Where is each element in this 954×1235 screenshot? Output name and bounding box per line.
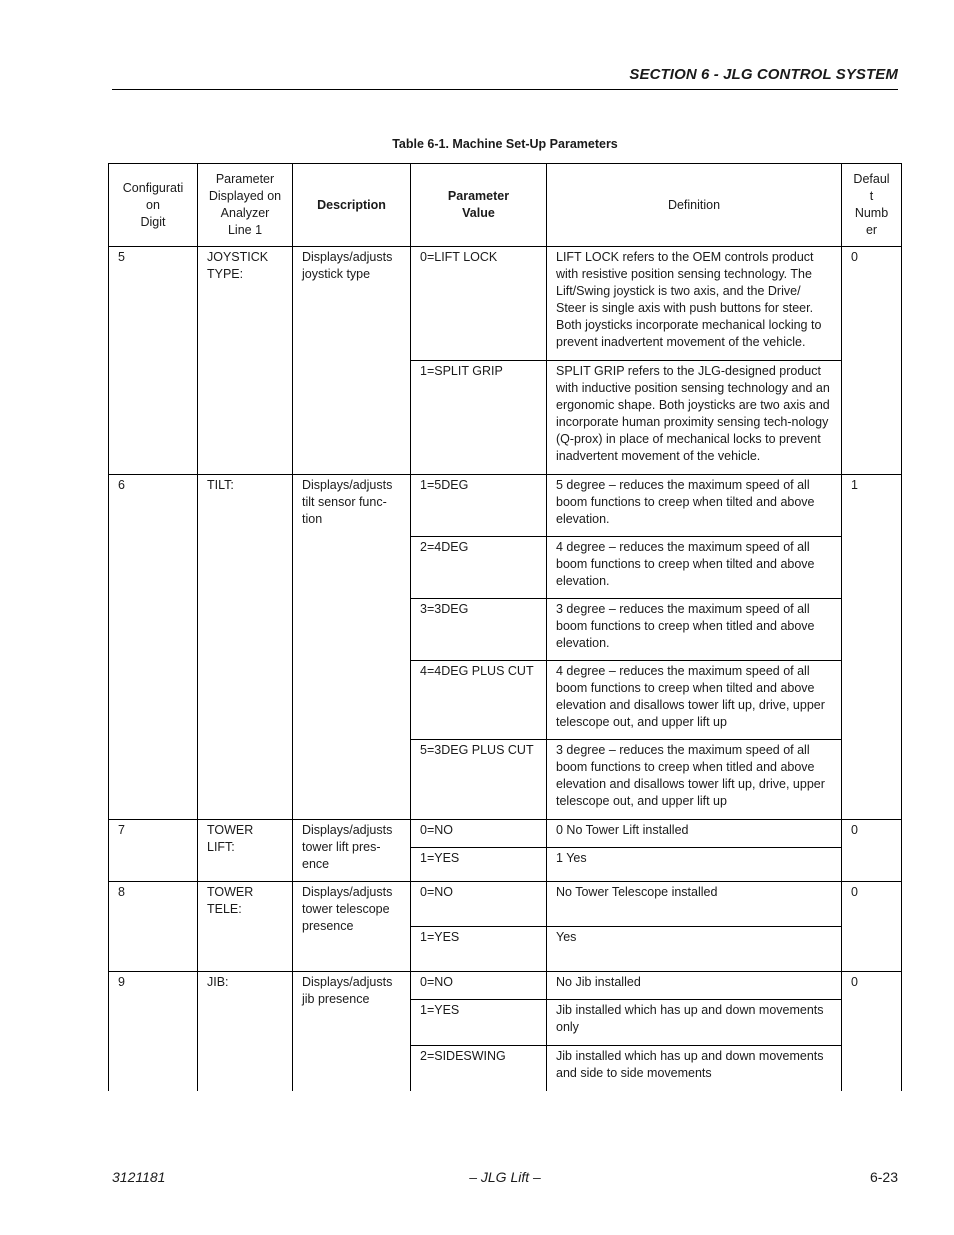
definition-cell: 4 degree – reduces the maximum speed of all boom functions to creep when tilted and above elevation. [547,537,842,599]
default-number-cell: 1 [842,475,902,820]
parameter-value-cell: 0=NO [411,972,547,1000]
parameter-name-cell: TILT: [198,475,293,820]
parameter-value-cell: 0=LIFT LOCK [411,247,547,361]
definition-cell: No Tower Telescope installed [547,882,842,927]
parameter-value-cell: 4=4DEG PLUS CUT [411,661,547,740]
parameter-value-cell: 1=YES [411,1000,547,1046]
table-body [109,247,902,1091]
col-header-parameter-displayed: Parameter Displayed on Analyzer Line 1 [198,164,293,247]
parameter-value-cell: 1=YES [411,848,547,882]
machine-setup-table [108,163,902,1091]
parameter-value-cell: 2=4DEG [411,537,547,599]
definition-cell: 0 No Tower Lift installed [547,820,842,848]
parameter-value-cell: 3=3DEG [411,599,547,661]
footer-page-number: 6-23 [869,1169,898,1185]
config-digit-cell: 9 [109,972,198,1091]
parameter-name-cell: TOWER LIFT: [198,820,293,882]
parameter-name-cell: JOYSTICK TYPE: [198,247,293,475]
parameter-name-cell: JIB: [198,972,293,1091]
description-cell: Displays/adjusts tower telescope presence [293,882,411,972]
parameter-value-cell: 1=5DEG [411,475,547,537]
table-row [109,972,902,1000]
definition-cell: No Jib installed [547,972,842,1000]
table-title: Table 6-1. Machine Set-Up Parameters [392,137,618,151]
definition-cell: 5 degree – reduces the maximum speed of all boom functions to creep when tilted and above elevation. [547,475,842,537]
col-header-parameter-value: Parameter Value [411,164,547,247]
parameter-value-cell: 0=NO [411,820,547,848]
description-cell: Displays/adjusts tower lift pres- ence [293,820,411,882]
config-digit-cell: 5 [109,247,198,475]
header-rule [112,89,898,90]
parameter-value-cell: 2=SIDESWING [411,1046,547,1091]
footer-center-text: – JLG Lift – [469,1169,541,1185]
default-number-cell: 0 [842,820,902,882]
col-header-default-number: Defaul t Numb er [842,164,902,247]
definition-cell: 3 degree – reduces the maximum speed of all boom functions to creep when titled and above elevation and disallows tower lift up, drive, upper telescope out, and upper lift up [547,740,842,820]
parameter-value-cell: 5=3DEG PLUS CUT [411,740,547,820]
col-header-definition: Definition [547,164,842,247]
description-cell: Displays/adjusts tilt sensor func- tion [293,475,411,820]
description-cell: Displays/adjusts jib presence [293,972,411,1091]
col-header-description: Description [293,164,411,247]
table-row [109,882,902,927]
config-digit-cell: 6 [109,475,198,820]
table-header-row [109,164,902,247]
definition-cell: Jib installed which has up and down movements only [547,1000,842,1046]
table-row [109,820,902,848]
parameter-value-cell: 1=YES [411,927,547,972]
definition-cell: Yes [547,927,842,972]
table-row [109,475,902,537]
description-cell: Displays/adjusts joystick type [293,247,411,475]
parameter-value-cell: 0=NO [411,882,547,927]
definition-cell: 3 degree – reduces the maximum speed of all boom functions to creep when titled and above elevation. [547,599,842,661]
default-number-cell: 0 [842,882,902,972]
definition-cell: Jib installed which has up and down movements and side to side movements [547,1046,842,1091]
col-header-config-digit: Configurati on Digit [109,164,198,247]
definition-cell: 4 degree – reduces the maximum speed of all boom functions to creep when tilted and above elevation and disallows tower lift up, drive, upper telescope out, and upper lift up [547,661,842,740]
parameter-name-cell: TOWER TELE: [198,882,293,972]
config-digit-cell: 8 [109,882,198,972]
default-number-cell: 0 [842,972,902,1091]
definition-cell: SPLIT GRIP refers to the JLG-designed product with inductive position sensing technology and an ergonomic shape. Both joysticks are two axis and incorporate human proximity sensing tech-nology (Q-prox) in place of mechanical locks to prevent inadvertent movement of the vehicle. [547,361,842,475]
parameter-value-cell: 1=SPLIT GRIP [411,361,547,475]
table-row [109,247,902,361]
footer-doc-number: 3121181 [112,1169,166,1185]
section-title: SECTION 6 - JLG CONTROL SYSTEM [629,66,898,83]
default-number-cell: 0 [842,247,902,475]
config-digit-cell: 7 [109,820,198,882]
definition-cell: LIFT LOCK refers to the OEM controls product with resistive position sensing technology. The Lift/Swing joystick is two axis, and the Drive/ Steer is single axis with push buttons for steer. Both joysticks incorporate mechanical locking to prevent inadvertent movement of the vehicle. [547,247,842,361]
definition-cell: 1 Yes [547,848,842,882]
